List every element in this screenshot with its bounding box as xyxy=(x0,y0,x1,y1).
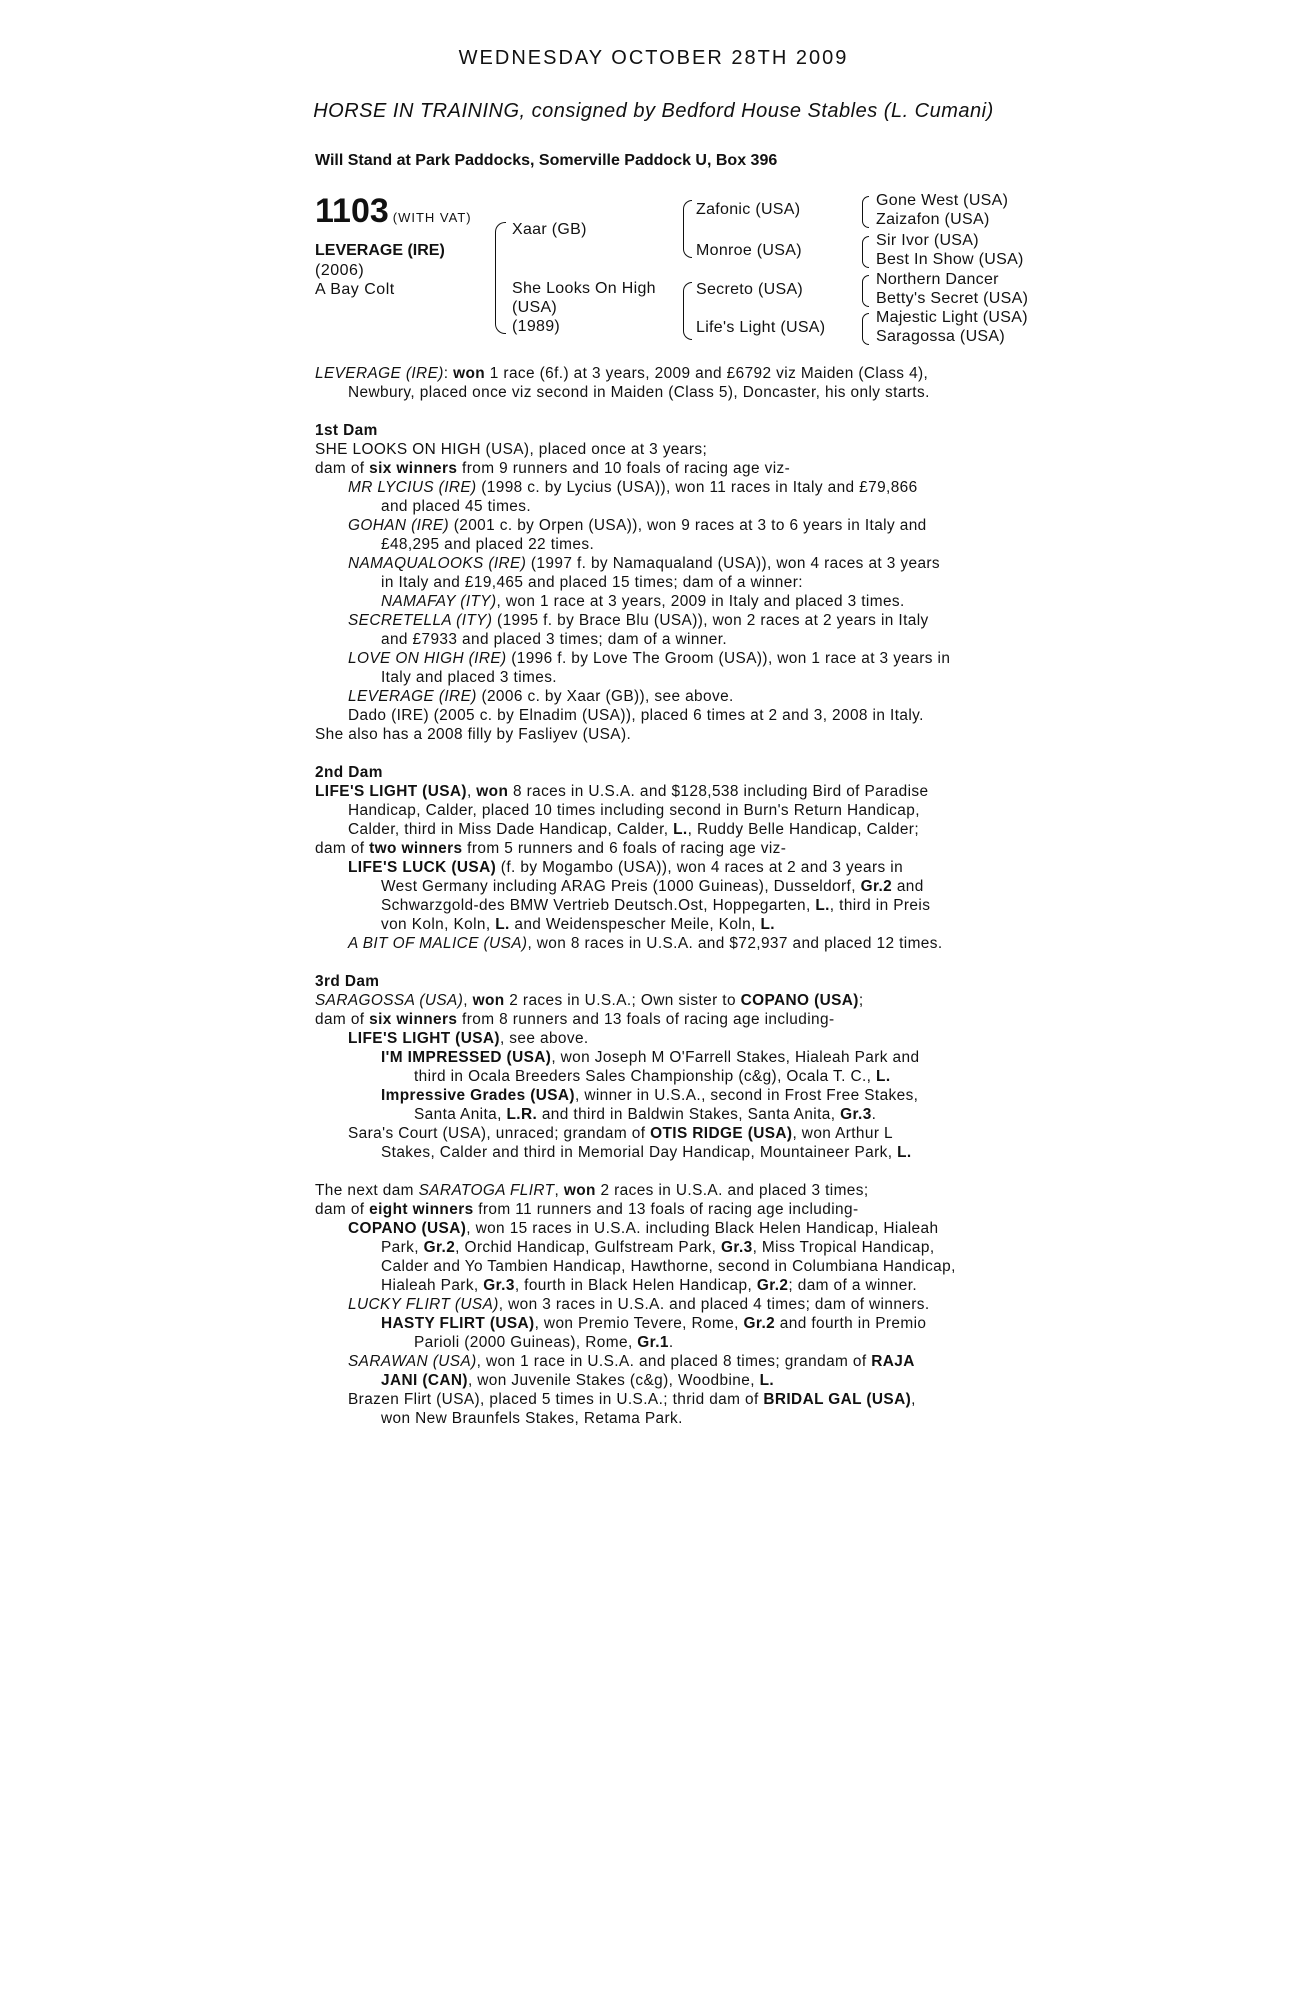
first-dam-line: SHE LOOKS ON HIGH (USA), placed once at 3 years; xyxy=(315,441,708,458)
grand-offspring-entry-cont: Santa Anita, L.R. and third in Baldwin Stakes, Santa Anita, Gr.3. xyxy=(414,1106,877,1123)
grand-offspring-entry: Impressive Grades (USA), winner in U.S.A., second in Frost Free Stakes, xyxy=(381,1087,919,1104)
lot-number: 1103 xyxy=(315,192,389,230)
offspring-entry-cont: Park, Gr.2, Orchid Handicap, Gulfstream Park, Gr.3, Miss Tropical Handicap, xyxy=(381,1239,935,1256)
offspring-entry: LIFE'S LIGHT (USA), see above. xyxy=(348,1030,589,1047)
pedigree-brace-main xyxy=(495,222,506,334)
offspring-entry-cont: Stakes, Calder and third in Memorial Day Handicap, Mountaineer Park, L. xyxy=(381,1144,912,1161)
horse-year: (2006) xyxy=(315,262,365,279)
offspring-entry: Brazen Flirt (USA), placed 5 times in U.S.A.; thrid dam of BRIDAL GAL (USA), xyxy=(348,1391,916,1408)
first-dam-note: She also has a 2008 filly by Fasliyev (USA). xyxy=(315,726,632,743)
pedigree-dam-sire: Secreto (USA) xyxy=(696,281,804,298)
consignment-line: HORSE IN TRAINING, consigned by Bedford House Stables (L. Cumani) xyxy=(313,100,994,122)
next-dam-line: The next dam SARATOGA FLIRT, won 2 races in U.S.A. and placed 3 times; xyxy=(315,1182,869,1199)
pedigree-brace-g4 xyxy=(862,313,869,345)
offspring-entry-cont: Schwarzgold-des BMW Vertrieb Deutsch.Ost, Hoppegarten, L., third in Preis xyxy=(381,897,931,914)
offspring-entry-cont: West Germany including ARAG Preis (1000 Guineas), Dusseldorf, Gr.2 and xyxy=(381,878,924,895)
second-dam-line-cont: Calder, third in Miss Dade Handicap, Calder, L., Ruddy Belle Handicap, Calder; xyxy=(348,821,920,838)
offspring-entry: GOHAN (IRE) (2001 c. by Orpen (USA)), won 9 races at 3 to 6 years in Italy and xyxy=(348,517,927,534)
horse-description: A Bay Colt xyxy=(315,281,395,298)
pedigree-dds: Majestic Light (USA) xyxy=(876,309,1028,326)
pedigree-dss: Northern Dancer xyxy=(876,271,999,288)
pedigree-brace-sire xyxy=(683,200,692,258)
pedigree-sire: Xaar (GB) xyxy=(512,221,587,238)
third-dam-heading: 3rd Dam xyxy=(315,973,380,990)
offspring-entry: LIFE'S LUCK (USA) (f. by Mogambo (USA)), won 4 races at 2 and 3 years in xyxy=(348,859,904,876)
pedigree-brace-g3 xyxy=(862,275,869,307)
offspring-entry-cont: von Koln, Koln, L. and Weidenspescher Meile, Koln, L. xyxy=(381,916,775,933)
grand-offspring-entry: HASTY FLIRT (USA), won Premio Tevere, Rome, Gr.2 and fourth in Premio xyxy=(381,1315,927,1332)
grand-offspring-entry: I'M IMPRESSED (USA), won Joseph M O'Farrell Stakes, Hialeah Park and xyxy=(381,1049,920,1066)
third-dam-produce: dam of six winners from 8 runners and 13 foals of racing age including- xyxy=(315,1011,835,1028)
lot-number-block xyxy=(315,192,472,231)
pedigree-ddd: Saragossa (USA) xyxy=(876,328,1005,345)
second-dam-line-cont: Handicap, Calder, placed 10 times including second in Burn's Return Handicap, xyxy=(348,802,920,819)
offspring-entry-cont: Hialeah Park, Gr.3, fourth in Black Helen Handicap, Gr.2; dam of a winner. xyxy=(381,1277,918,1294)
offspring-entry: LOVE ON HIGH (IRE) (1996 f. by Love The Groom (USA)), won 1 race at 3 years in xyxy=(348,650,951,667)
offspring-entry: LEVERAGE (IRE) (2006 c. by Xaar (GB)), see above. xyxy=(348,688,734,705)
catalogue-body xyxy=(315,364,995,1428)
pedigree-dsd: Betty's Secret (USA) xyxy=(876,290,1029,307)
offspring-entry: A BIT OF MALICE (USA), won 8 races in U.S.A. and $72,937 and placed 12 times. xyxy=(348,935,943,952)
pedigree-sss: Gone West (USA) xyxy=(876,192,1009,209)
pedigree-ssd: Zaizafon (USA) xyxy=(876,211,990,228)
pedigree-dam: She Looks On High xyxy=(512,280,656,297)
offspring-entry: MR LYCIUS (IRE) (1998 c. by Lycius (USA)), won 11 races in Italy and £79,866 xyxy=(348,479,918,496)
second-dam-heading: 2nd Dam xyxy=(315,764,383,781)
vat-note: (WITH VAT) xyxy=(392,210,472,225)
offspring-entry-cont: JANI (CAN), won Juvenile Stakes (c&g), Woodbine, L. xyxy=(381,1372,775,1389)
offspring-entry-cont: £48,295 and placed 22 times. xyxy=(381,536,595,553)
pedigree-dam-dam: Life's Light (USA) xyxy=(696,319,826,336)
offspring-entry: LUCKY FLIRT (USA), won 3 races in U.S.A. and placed 4 times; dam of winners. xyxy=(348,1296,930,1313)
grand-offspring-entry-cont: third in Ocala Breeders Sales Championship (c&g), Ocala T. C., L. xyxy=(414,1068,891,1085)
offspring-entry: SARAWAN (USA), won 1 race in U.S.A. and placed 8 times; grandam of RAJA xyxy=(348,1353,915,1370)
grand-offspring-entry-cont: Parioli (2000 Guineas), Rome, Gr.1. xyxy=(414,1334,674,1351)
second-dam-line: LIFE'S LIGHT (USA), won 8 races in U.S.A. and $128,538 including Bird of Paradise xyxy=(315,783,929,800)
pedigree-brace-dam xyxy=(683,282,692,340)
offspring-entry: NAMAQUALOOKS (IRE) (1997 f. by Namaqualand (USA)), won 4 races at 3 years xyxy=(348,555,941,572)
pedigree-brace-g1 xyxy=(862,196,869,228)
offspring-entry: SECRETELLA (ITY) (1995 f. by Brace Blu (USA)), won 2 races at 2 years in Italy xyxy=(348,612,929,629)
offspring-entry-cont: and placed 45 times. xyxy=(381,498,532,515)
pedigree-dam-year: (1989) xyxy=(512,318,561,335)
race-record-line: LEVERAGE (IRE): won 1 race (6f.) at 3 years, 2009 and £6792 viz Maiden (Class 4), xyxy=(315,365,929,382)
offspring-entry-cont: Calder and Yo Tambien Handicap, Hawthorne, second in Columbiana Handicap, xyxy=(381,1258,956,1275)
horse-name: LEVERAGE (IRE) xyxy=(315,242,445,259)
third-dam-line: SARAGOSSA (USA), won 2 races in U.S.A.; Own sister to COPANO (USA); xyxy=(315,992,864,1009)
pedigree-dam-origin: (USA) xyxy=(512,299,558,316)
pedigree-sire-sire: Zafonic (USA) xyxy=(696,201,801,218)
first-dam-produce: dam of six winners from 9 runners and 10 foals of racing age viz- xyxy=(315,460,791,477)
offspring-entry: COPANO (USA), won 15 races in U.S.A. including Black Helen Handicap, Hialeah xyxy=(348,1220,939,1237)
offspring-entry: Dado (IRE) (2005 c. by Elnadim (USA)), placed 6 times at 2 and 3, 2008 in Italy. xyxy=(348,707,924,724)
pedigree-brace-g2 xyxy=(862,236,869,268)
stand-location: Will Stand at Park Paddocks, Somerville Paddock U, Box 396 xyxy=(315,152,778,169)
grand-offspring-entry: NAMAFAY (ITY), won 1 race at 3 years, 2009 in Italy and placed 3 times. xyxy=(381,593,905,610)
next-dam-produce: dam of eight winners from 11 runners and 13 foals of racing age including- xyxy=(315,1201,859,1218)
offspring-entry-cont: Italy and placed 3 times. xyxy=(381,669,557,686)
first-dam-heading: 1st Dam xyxy=(315,422,378,439)
race-record-line-2: Newbury, placed once viz second in Maiden (Class 5), Doncaster, his only starts. xyxy=(348,384,930,401)
offspring-entry: Sara's Court (USA), unraced; grandam of OTIS RIDGE (USA), won Arthur L xyxy=(348,1125,894,1142)
second-dam-produce: dam of two winners from 5 runners and 6 foals of racing age viz- xyxy=(315,840,787,857)
pedigree-sds: Sir Ivor (USA) xyxy=(876,232,979,249)
sale-date: WEDNESDAY OCTOBER 28TH 2009 xyxy=(458,47,849,69)
offspring-entry-cont: in Italy and £19,465 and placed 15 times; dam of a winner: xyxy=(381,574,803,591)
offspring-entry-cont: won New Braunfels Stakes, Retama Park. xyxy=(381,1410,683,1427)
pedigree-sdd: Best In Show (USA) xyxy=(876,251,1024,268)
pedigree-sire-dam: Monroe (USA) xyxy=(696,242,802,259)
offspring-entry-cont: and £7933 and placed 3 times; dam of a winner. xyxy=(381,631,728,648)
